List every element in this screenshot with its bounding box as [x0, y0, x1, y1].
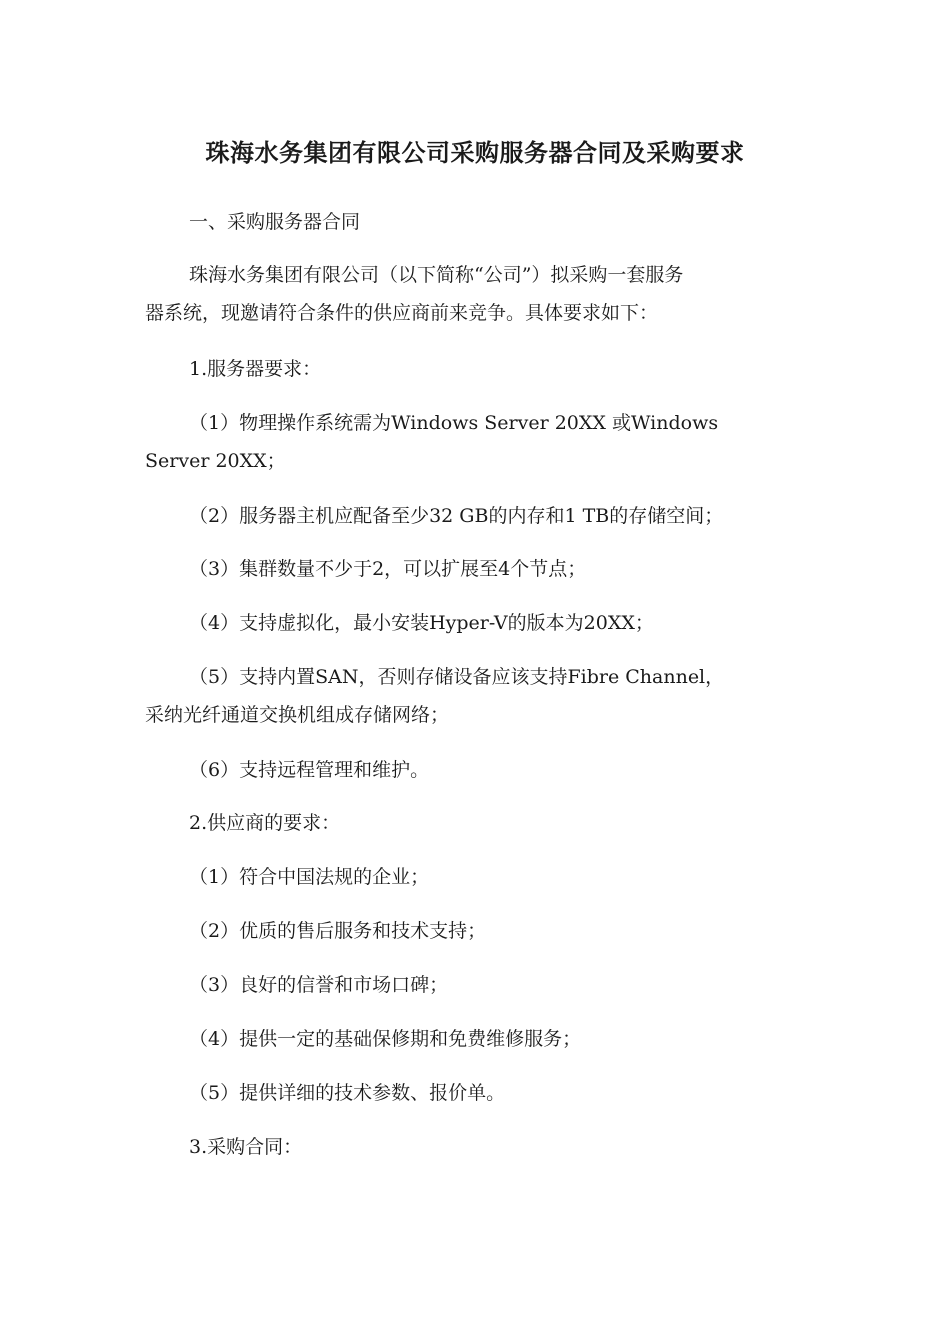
- section-heading-procurement-contract: 一、采购服务器合同: [189, 211, 361, 233]
- supplier-requirement-1: （1）符合中国法规的企业；: [189, 866, 430, 888]
- intro-paragraph: [145, 256, 810, 332]
- supplier-requirement-3: （3）良好的信誉和市场口碑；: [189, 974, 449, 996]
- server-requirement-6: （6）支持远程管理和维护。: [189, 759, 430, 781]
- server-requirement-5: [145, 658, 810, 734]
- server-requirement-1-line-2: Server 20XX；: [145, 450, 286, 472]
- server-requirement-2: （2）服务器主机应配备至少32 GB的内存和1 TB的存储空间；: [189, 505, 724, 527]
- supplier-requirement-4: （4）提供一定的基础保修期和免费维修服务；: [189, 1028, 582, 1050]
- server-requirement-5-line-1: （5）支持内置SAN，否则存储设备应该支持Fibre Channel，: [189, 666, 725, 688]
- server-requirement-3: （3）集群数量不少于2，可以扩展至4个节点；: [189, 558, 587, 580]
- server-requirement-1-line-1: （1）物理操作系统需为Windows Server 20XX 或Windows: [189, 412, 719, 434]
- server-requirement-1: [145, 404, 810, 480]
- supplier-requirement-5: （5）提供详细的技术参数、报价单。: [189, 1082, 506, 1104]
- intro-line-1: 珠海水务集团有限公司（以下简称“公司”）拟采购一套服务: [189, 264, 684, 286]
- document-title: 珠海水务集团有限公司采购服务器合同及采购要求: [205, 139, 745, 167]
- server-requirement-4: （4）支持虚拟化，最小安装Hyper-V的版本为20XX；: [189, 612, 654, 634]
- intro-line-2: 器系统，现邀请符合条件的供应商前来竞争。具体要求如下：: [145, 302, 659, 324]
- supplier-requirements-heading: 2.供应商的要求：: [189, 812, 341, 834]
- server-requirements-heading: 1.服务器要求：: [189, 358, 322, 380]
- procurement-contract-heading: 3.采购合同：: [189, 1136, 303, 1158]
- supplier-requirement-2: （2）优质的售后服务和技术支持；: [189, 920, 487, 942]
- server-requirement-5-line-2: 采纳光纤通道交换机组成存储网络；: [145, 704, 450, 726]
